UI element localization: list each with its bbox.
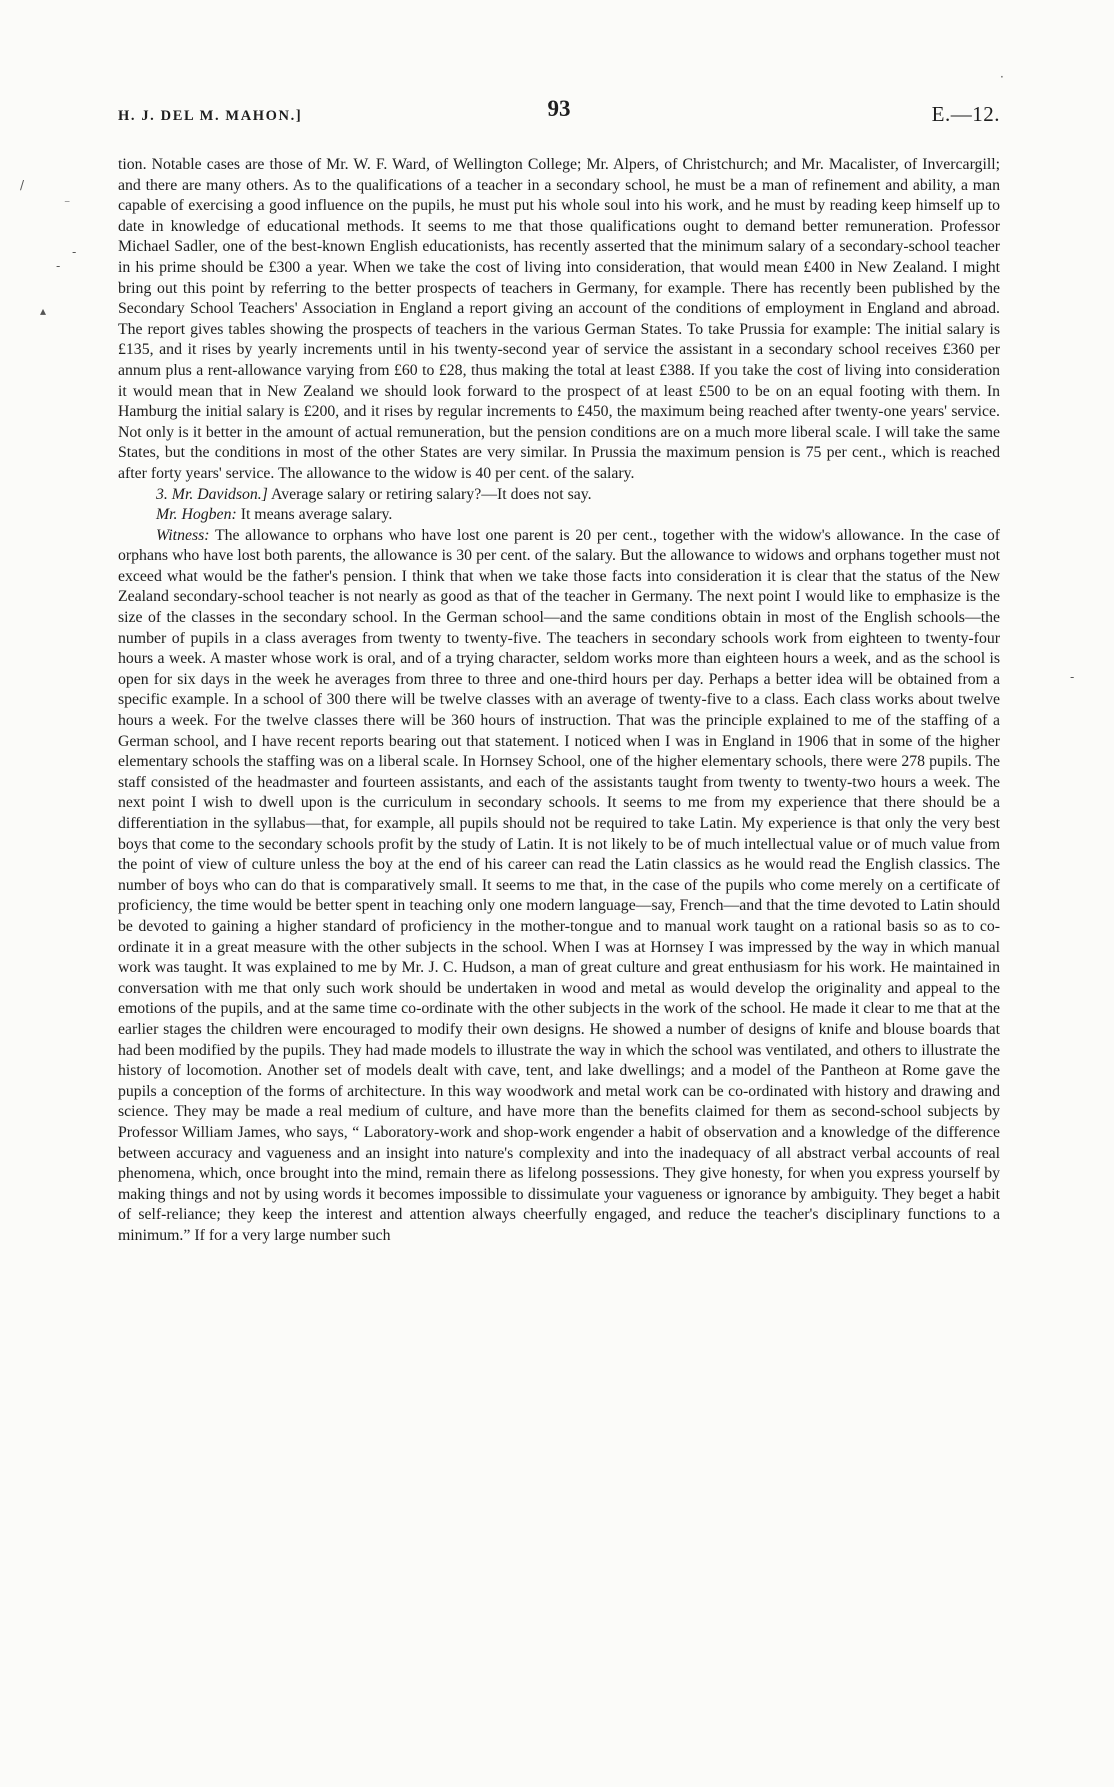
speaker-label: Mr. Hogben: <box>156 506 237 524</box>
paragraph-text: It means average salary. <box>240 506 393 524</box>
margin-mark: / <box>20 178 25 192</box>
paragraph-davidson <box>118 485 1000 506</box>
page-header <box>118 96 1000 126</box>
document-reference: E.—12. <box>931 102 1000 126</box>
speaker-label: 3. Mr. Davidson.] <box>156 485 268 503</box>
paragraph-text: Average salary or retiring salary?—It does not say. <box>270 485 592 503</box>
paragraph-text: The allowance to orphans who have lost one parent is 20 per cent., together with the widow's allowance. In the case of orphans who have lost both parents, the allowance is 30 per cent. of the salary. But the allowance to widows and orphans together must not exceed what would be the father's pension. I think that when we take those facts into consideration it is clear that the status of the New Zealand secondary-school teacher is not nearly as good as that of the teacher in Germany. The next point I would like to emphasize is the size of the classes in the secondary school. In the German school—and the same conditions obtain in most of the English schools—the number of pupils in a class averages from twenty to twenty-five. The teachers in secondary schools work from eighteen to twenty-four hours a week. A master whose work is oral, and of a trying character, seldom works more than eighteen hours a week, and as the school is open for six days in the week he averages from three to three and one-third hours per day. Perhaps a better idea will be obtained from a specific example. In a school of 300 there will be twelve classes with an average of twenty-five to a class. Each class works about twelve hours a week. For the twelve classes there will be 360 hours of instruction. That was the principle explained to me of the staffing of a German school, and I have recent reports bearing out that statement. I noticed when I was in England in 1906 that in some of the higher elementary schools the staffing was on a liberal scale. In Hornsey School, one of the higher elementary schools, there were 278 pupils. The staff consisted of the headmaster and fourteen assistants, and each of the assistants taught from twenty to twenty-two hours a week. The next point I wish to dwell upon is the curriculum in secondary schools. It seems to me from my experience that there should be a differentiation in the syllabus—that, for example, all pupils should not be required to take Latin. My experience is that only the very best boys that come to the secondary schools profit by the study of Latin. It is not likely to be of much intellectual value or of much value from the point of view of culture unless the boy at the end of his career can read the Latin classics as he would read the English classics. The number of boys who can do that is comparatively small. It seems to me that, in the case of the pupils who come merely on a certificate of proficiency, the time would be better spent in teaching only one modern language—say, French—and that the time devoted to Latin should be devoted to gaining a higher standard of proficiency in the mother-tongue and to manual work taught on a rational basis so as to co-ordinate it in a great measure with the other subjects in the school. When I was at Hornsey I was impressed by the way in which manual work was taught. It was explained to me by Mr. J. C. Hudson, a man of great culture and great enthusiasm for his work. He maintained in conversation with me that only such work should be undertaken in wood and metal as would develop the originality and appeal to the emotions of the pupils, and at the same time co-ordinate with the other subjects in the work of the school. He made it clear to me that at the earlier stages the children were encouraged to modify their own designs. He showed a number of designs of knife and blouse boards that had been modified by the pupils. They had made models to illustrate the way in which the school was ventilated, and others to illustrate the history of locomotion. Another set of models dealt with cave, tent, and lake dwellings; and a model of the Pantheon at Rome gave the pupils a conception of the forms of architecture. In this way woodwork and metal work can be co-ordinated with history and drawing and science. They may be made a real medium of culture, and have more than the benefits claimed for them as second-school subjects by Professor William James, who says, “ Laboratory-work and shop-work engender a habit of observation and a knowledge of the difference between accuracy and vagueness and an insight into nature's complexity and into the inadequacy of all abstract verbal accounts of real phenomena, which, once brought into the mind, remain there as lifelong possessions. They give honesty, for when you express yourself by making things and not by using words it becomes impossible to dissimulate your vagueness or ignorance by ambiguity. They beget a habit of self-reliance; they keep the interest and attention always cheerfully engaged, and reduce the teacher's disciplinary functions to a minimum.” If for a very large number such <box>118 526 1000 1244</box>
margin-mark: - <box>1070 670 1075 684</box>
margin-mark: ▴ <box>40 304 47 318</box>
paragraph-continuation: tion. Notable cases are those of Mr. W. F. Ward, of Wellington College; Mr. Alpers, of Christchurch; and Mr. Macalister, of Invercargill; and there are many others. As to the qualifications of a teacher in a secondary school, he must be a man of refinement and ability, a man capable of exercising a good influence on the pupils, he must put his whole soul into his work, and he must by reading keep himself up to date in knowledge of educational methods. It seems to me that those qualifications ought to demand better remuneration. Professor Michael Sadler, one of the best-known English educationists, has recently asserted that the minimum salary of a secondary-school teacher in his prime should be £300 a year. When we take the cost of living into consideration, that would mean £400 in New Zealand. I might bring out this point by referring to the better prospects of teachers in Germany, for example. There has recently been published by the Secondary School Teachers' Association in England a report giving an account of the conditions of employment in England and abroad. The report gives tables showing the prospects of teachers in the various German States. To take Prussia for example: The initial salary is £135, and it rises by yearly increments until in his twenty-second year of service the assistant in a secondary school receives £360 per annum plus a rent-allowance varying from £60 to £28, thus making the total at least £388. If you take the cost of living into consideration it would mean that in New Zealand we should look forward to the prospect of at least £500 to be on an equal footing with them. In Hamburg the initial salary is £200, and it rises by regular increments to £450, the maximum being reached after twenty-one years' service. Not only is it better in the amount of actual remuneration, but the pension conditions are on a much more liberal scale. I will take the same States, but the conditions in most of the other States are very similar. In Prussia the maximum pension is 75 per cent., which is reached after forty years' service. The allowance to the widow is 40 per cent. of the salary. <box>118 156 1000 482</box>
paragraph-witness <box>118 526 1000 1247</box>
paragraph-hogben <box>118 505 1000 526</box>
margin-mark: ⁻ <box>64 196 71 210</box>
testimony-text <box>118 155 1000 1246</box>
header-witness-name: H. J. DEL M. MAHON.] <box>118 108 303 124</box>
margin-mark: · <box>1000 70 1004 84</box>
speaker-label: Witness: <box>156 526 210 544</box>
margin-mark: - <box>72 245 77 259</box>
margin-mark: - <box>56 259 61 273</box>
page-number: 93 <box>547 96 571 121</box>
